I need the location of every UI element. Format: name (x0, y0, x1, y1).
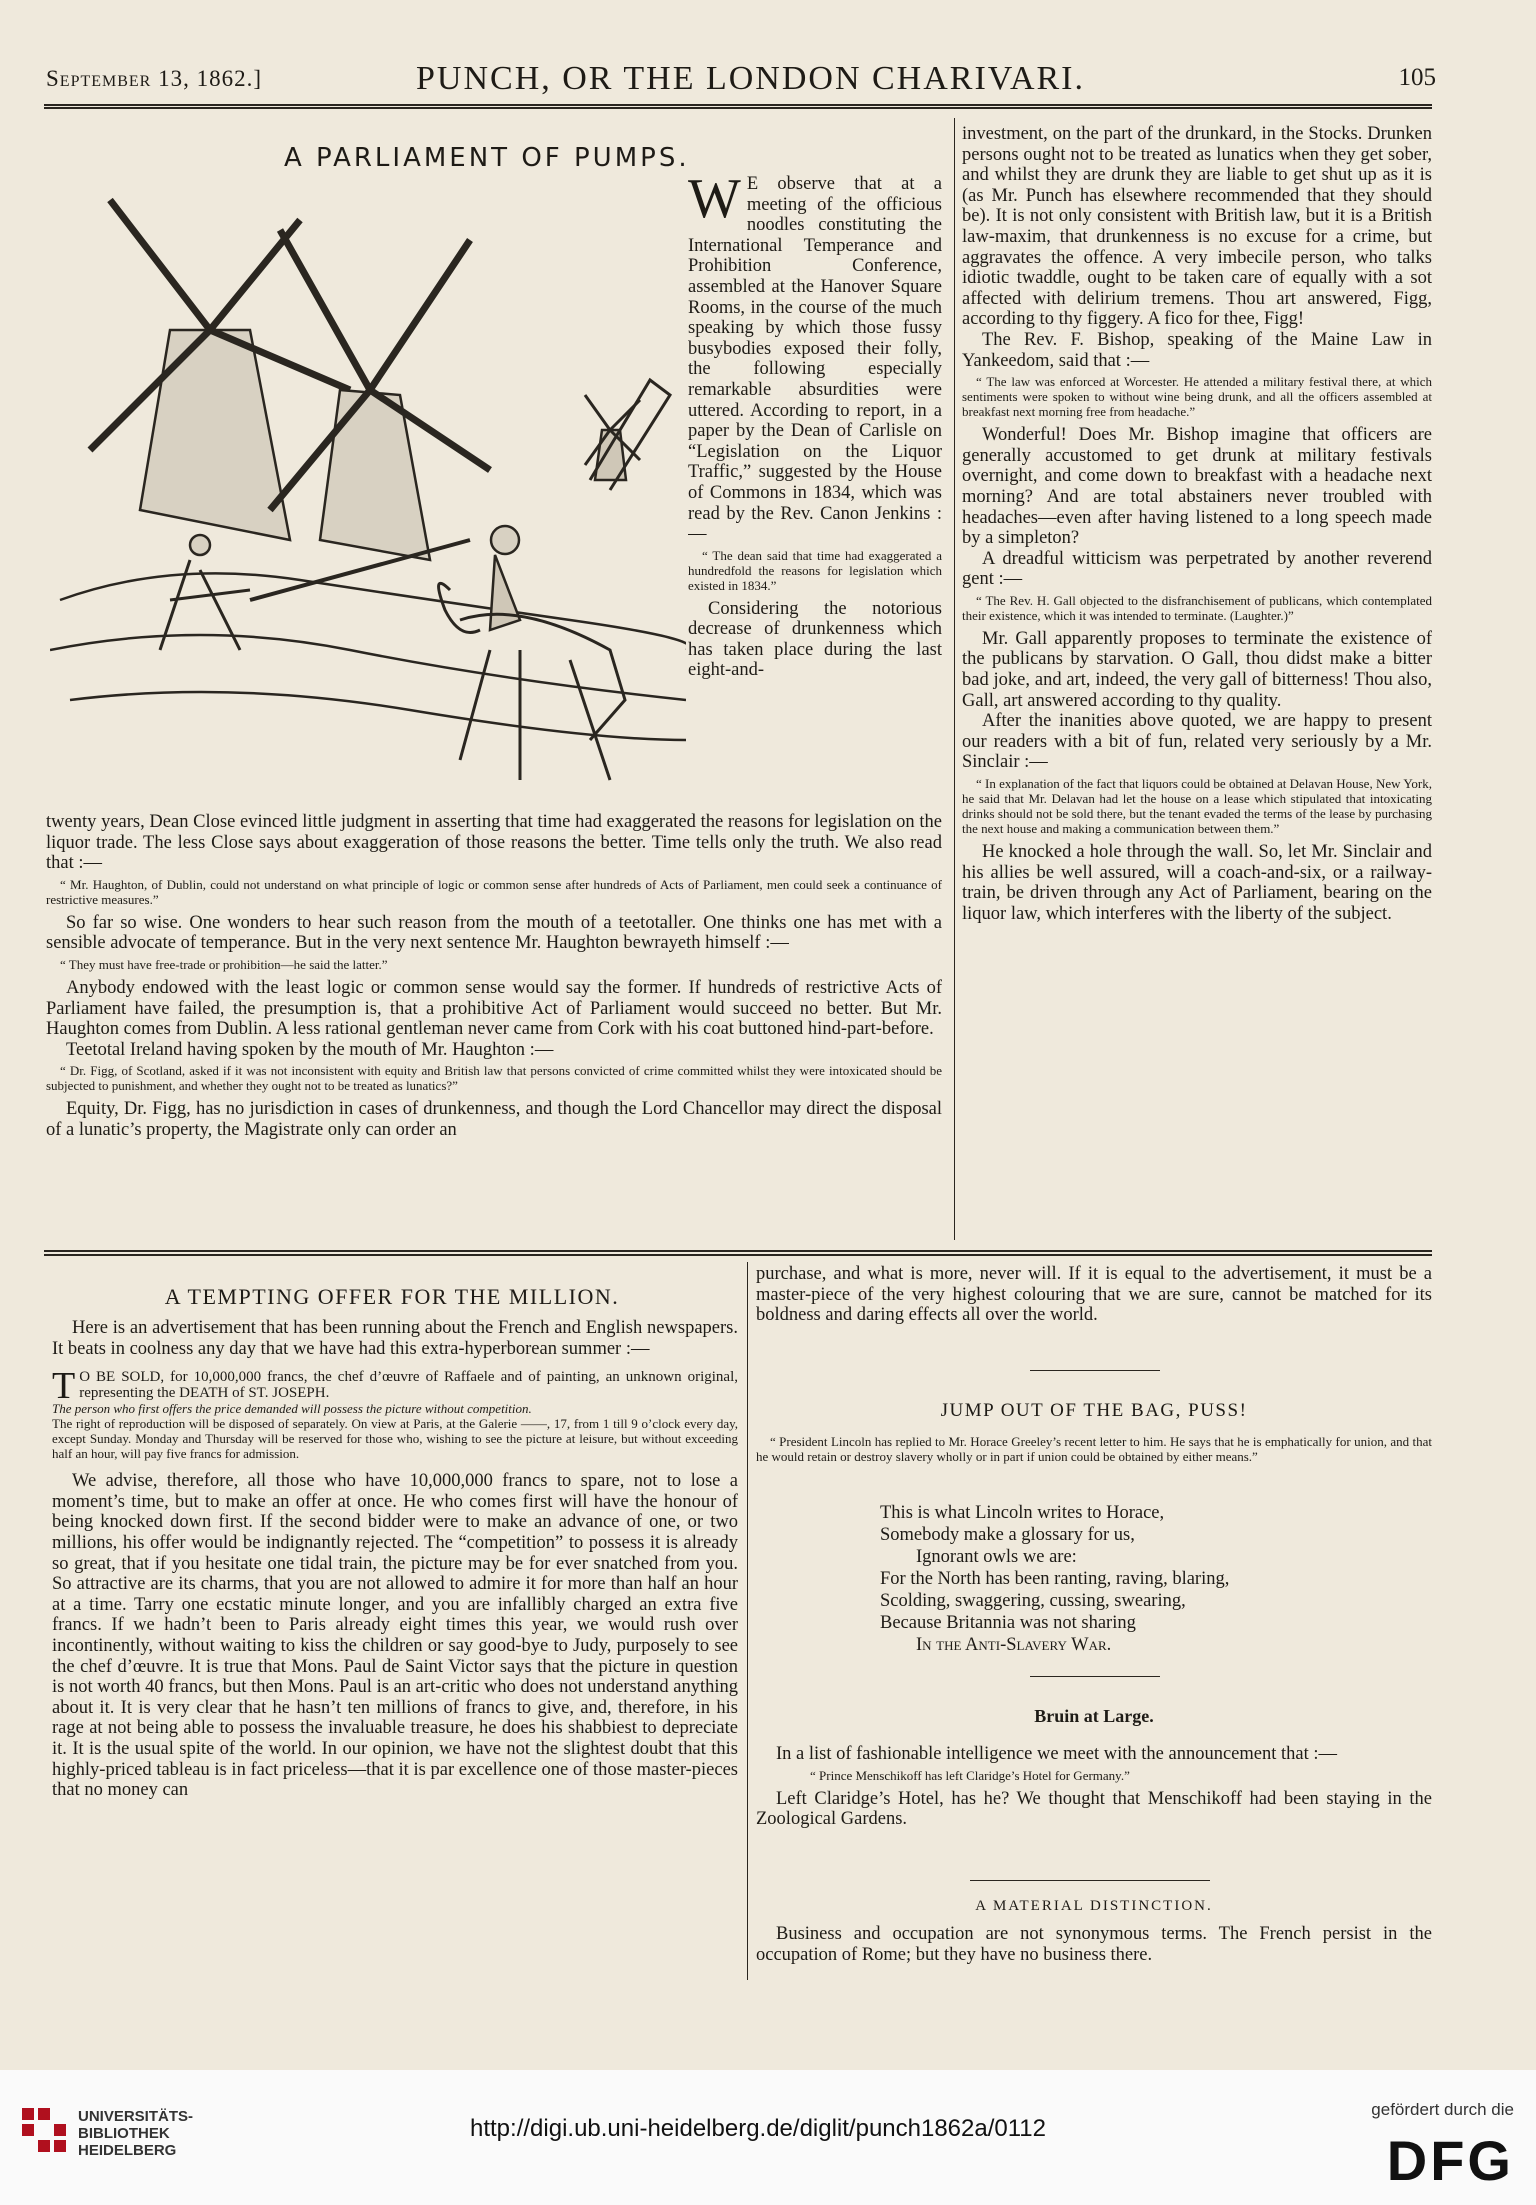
bruin-body: Left Claridge’s Hotel, has he? We thought that Menschikoff had been staying in the Zoological Gardens. (756, 1788, 1432, 1830)
jump-quote-column (756, 1434, 1432, 1488)
tempting-continuation (756, 1264, 1432, 1348)
ad-lead: O BE SOLD, for 10,000,000 francs, the chef d’œuvre of Raffaele and of painting, an unknown original, representing the DEATH of ST. JOSEPH. (79, 1369, 738, 1402)
tempting-intro: Here is an advertisement that has been running about the French and English newspapers. It beats in coolness any day that we have had this extra-hyperborean summer :— (52, 1318, 738, 1359)
running-header (46, 62, 1436, 102)
article-title-tempting: A TEMPTING OFFER FOR THE MILLION. (164, 1284, 620, 1309)
pumps-para-considering: Considering the notorious decrease of drunkenness which has taken place during the last eight-and- (688, 598, 942, 681)
pumps-right-quote-delavan: “ In explanation of the fact that liquors could be obtained at Delavan House, New York, he said that Mr. Delavan had let the house on a lease which stipulated that intoxicating drinks should not be sold there, but the tenant evaded the terms of the lease by purchasing the next house and making a communication between them.” (962, 776, 1432, 837)
tempting-continuation-text: purchase, and what is more, never will. If it is equal to the advertisement, it must be a master-piece of the very highest colouring that we are sure, cannot be matched for its boldness and daring effects all over the world. (756, 1264, 1432, 1326)
pumps-para-teetotal: Teetotal Ireland having spoken by the mouth of Mr. Haughton :— (66, 1039, 554, 1060)
pumps-right-para-gall: Mr. Gall apparently proposes to terminate the existence of the publicans by starvation. O Gall, thou didst make a bitter bad joke, and art, indeed, the very gall of bitterness! Thou also, Gall, art answered according to thy quality. (962, 628, 1432, 711)
material-column (756, 1924, 1432, 1978)
pumps-para-sofar: So far so wise. One wonders to hear such reason from the mouth of a teetotaller. One thinks one has met with a sensible advocate of temperance. But in the very next sentence Mr. Haughton bewrayeth himself :— (46, 912, 942, 954)
page-number: 105 (1398, 64, 1436, 91)
article-title-jump: JUMP OUT OF THE BAG, PUSS! (940, 1400, 1248, 1421)
article-title-pumps: A PARLIAMENT OF PUMPS. (284, 143, 690, 173)
pumps-right-column (962, 124, 1432, 1240)
pumps-right-para-wonderful: Wonderful! Does Mr. Bishop imagine that officers are generally accustomed to get drunk at military festivals overnight, and come down to breakfast with a headache next morning? And are total abstainers never troubled with headaches—even after having listened to a long speech made by a simpleton? (962, 425, 1432, 549)
tempting-advertisement (52, 1365, 738, 1462)
pumps-intro-text: E observe that at a meeting of the officious noodles constituting the International Temperance and Prohibition Conference, assembled at the Hanover Square Rooms, in the course of the much speaking by which those fussy busybodies exposed their folly, the following especially remarkable absurdities were uttered. According to report, in a paper by the Dean of Carlisle on “Legislation on the Liquor Traffic,” suggested by the House of Commons in 1834, which was read by the Rev. Canon Jenkins :— (688, 174, 942, 545)
pumps-para-equity: Equity, Dr. Figg, has no jurisdiction in cases of drunkenness, and though the Lord Chancellor may direct the disposal of a lunatic’s property, the Magistrate only can order an (46, 1099, 942, 1140)
header-rule (44, 104, 1432, 106)
poem-line: Scolding, swaggering, cussing, swearing, (880, 1591, 1186, 1611)
jump-quote: “ President Lincoln has replied to Mr. Horace Greeley’s recent letter to him. He says that he is emphatically for union, and that he would retain or destroy slavery wholly or in part if union could be obtained by either means.” (756, 1434, 1432, 1464)
ad-dropcap: T (52, 1365, 76, 1408)
section-rule (44, 1250, 1432, 1252)
material-body: Business and occupation are not synonymous terms. The French persist in the occupation of Rome; but they have no business there. (756, 1924, 1432, 1965)
pumps-right-para-knocked: He knocked a hole through the wall. So, let Mr. Sinclair and his allies be well assured, will a coach-and-six, or a railway-train, be driven through any Act of Parliament, bearing on the liquor law, which interferes with the liberty of the subject. (962, 842, 1432, 924)
poem-line: Somebody make a glossary for us, (880, 1525, 1135, 1545)
article-title-bruin: Bruin at Large. (1034, 1706, 1154, 1726)
university-seal-icon (18, 2104, 70, 2158)
pumps-right-quote-gall: “ The Rev. H. Gall objected to the disfranchisement of publicans, which contemplated their existence, which it was intended to terminate. (Laughter.)” (962, 592, 1432, 623)
masthead-title: PUNCH, OR THE LONDON CHARIVARI. (416, 60, 1086, 97)
poem-line: In the Anti-Slavery War. (916, 1635, 1112, 1655)
column-divider-lower (747, 1262, 748, 1980)
pumps-dropcap: W (688, 174, 741, 230)
pumps-right-para-inanities: After the inanities above quoted, we are happy to present our readers with a bit of fun, related very seriously by a Mr. Sinclair :— (962, 711, 1432, 773)
bruin-column (756, 1744, 1432, 1884)
windmill-illustration (50, 180, 686, 812)
column-divider-upper (954, 118, 955, 1240)
source-url[interactable]: http://digi.ub.uni-heidelberg.de/diglit/punch1862a/0112 (470, 2115, 1046, 2142)
pumps-intro-column (688, 174, 942, 814)
poem-line: Because Britannia was not sharing (880, 1613, 1136, 1633)
bruin-quote: “ Prince Menschikoff has left Claridge’s Hotel for Germany.” (810, 1767, 1130, 1783)
pumps-main-column (46, 812, 942, 1240)
pumps-para-anybody: Anybody endowed with the least logic or common sense would say the former. If hundreds of restrictive Acts of Parliament have failed, the presumption is, that a prohibitive Act of Parliament would succeed no better. But Mr. Haughton comes from Dublin. A less rational gentleman never came from Cork with his coat buttoned hind-part-before. (46, 977, 942, 1040)
pumps-right-para-bishop: The Rev. F. Bishop, speaking of the Maine Law in Yankeedom, said that :— (962, 329, 1432, 371)
jump-poem (880, 1502, 1229, 1656)
header-rule-2 (44, 107, 1432, 109)
pumps-right-para-investment: investment, on the part of the drunkard, in the Stocks. Drunken persons ought not to be treated as lunatics when they get sober, and whilst they are drunk they are liable to get shut up as it is (as Mr. Punch has elsewhere recommended that they should be). It is not only consistent with British law, but it is a British law-maxim, that drunkenness is no excuse for a crime, but aggravates the offence. A very imbecile person, who talks idiotic twaddle, ought to be taken care of equally with a sot affected with delirium tremens. Thou art answered, Figg, according to thy figgery. A fico for thee, Figg! (962, 124, 1432, 330)
funding-label: gefördert durch die (1371, 2100, 1514, 2119)
divider-short-2 (1030, 1676, 1160, 1677)
dfg-logo: DFG (1386, 2129, 1514, 2192)
bruin-intro: In a list of fashionable intelligence we meet with the announcement that :— (776, 1744, 1337, 1764)
tempting-body: We advise, therefore, all those who have 10,000,000 francs to spare, not to lose a moment’s time, but to make an offer at once. He who comes first will have the honour of being knocked down first. If the second bidder were to make an advance of one, or two millions, his offer would be indignantly rejected. The “competition” to possess it is already so great, that if you hesitate one tidal train, the picture may be for ever snatched from you. So attractive are its charms, that you are not allowed to admire it for more than half an hour at a time. Tarry one ecstatic minute longer, and you are infallibly charged an extra five francs. If we hadn’t been to Paris already eight times this year, we would rush over incontinently, without waiting to kiss the children or say good-bye to Judy, purposely to see the chef d’œuvre. It is true that Mons. Paul de Saint Victor says that the picture in question is not worth 40 francs, but then Mons. Paul is an art-critic who does not understand anything about it. It is very clear that he hasn’t ten millions of francs to give, and, therefore, in his rage at not being able to possess the invaluable treasure, he does his shabbiest to depreciate it. It is the usual spite of the world. In our opinion, we have not the slightest doubt that this highly-priced tableau is in fact priceless—that it is par excellence one of those master-pieces that no money can (52, 1471, 738, 1801)
pumps-para-close: twenty years, Dean Close evinced little judgment in asserting that time had exaggerated the reasons for legislation on the liquor trade. The less Close says about exaggeration of those reasons the better. Time tells only the truth. We also read that :— (46, 812, 942, 874)
divider-short-1 (1030, 1370, 1160, 1371)
poem-line: For the North has been ranting, raving, blaring, (880, 1569, 1230, 1589)
ad-italic-line: The person who first offers the price demanded will possess the picture without competition. (52, 1401, 532, 1417)
pumps-quote-dean: “ The dean said that time had exaggerated a hundredfold the reasons for legislation which existed in 1834.” (688, 547, 942, 593)
pumps-quote-freetrade: “ They must have free-trade or prohibition—he said the latter.” (60, 956, 388, 972)
poem-line: This is what Lincoln writes to Horace, (880, 1503, 1165, 1523)
article-title-material: A MATERIAL DISTINCTION. (975, 1898, 1213, 1914)
poem-line: Ignorant owls we are: (916, 1547, 1077, 1567)
divider-short-3 (970, 1880, 1210, 1881)
pumps-right-quote-worcester: “ The law was enforced at Worcester. He attended a military festival there, at which sentiments were spoken to without wine being drunk, and all the officers assembled at breakfast next morning free from headache.” (962, 374, 1432, 420)
pumps-right-para-witticism: A dreadful witticism was perpetrated by another reverend gent :— (962, 548, 1432, 590)
section-rule-2 (44, 1254, 1432, 1256)
issue-date: September 13, 1862.] (46, 66, 263, 91)
ad-rest: The right of reproduction will be disposed of separately. On view at Paris, at the Galerie ——, 17, from 1 till 9 o’clock every day, except Sunday. Monday and Thursday will be reserved for those who, wishing to see the picture at leisure, but without exceeding half an hour, will pay five francs for admission. (52, 1416, 738, 1462)
library-name: UNIVERSITÄTS- BIBLIOTHEK HEIDELBERG (78, 2108, 194, 2159)
pumps-quote-figg: “ Dr. Figg, of Scotland, asked if it was not inconsistent with equity and British law that persons convicted of crime committed whilst they were intoxicated should be subjected to punishment, and whether they ought not to be treated as lunatics?” (46, 1063, 942, 1094)
digitization-footer (0, 2070, 1536, 2205)
pumps-quote-haughton: “ Mr. Haughton, of Dublin, could not understand on what principle of logic or common sense after hundreds of Acts of Parliament, men could seek a continuance of restrictive measures.” (46, 876, 942, 907)
tempting-column (52, 1318, 738, 1978)
